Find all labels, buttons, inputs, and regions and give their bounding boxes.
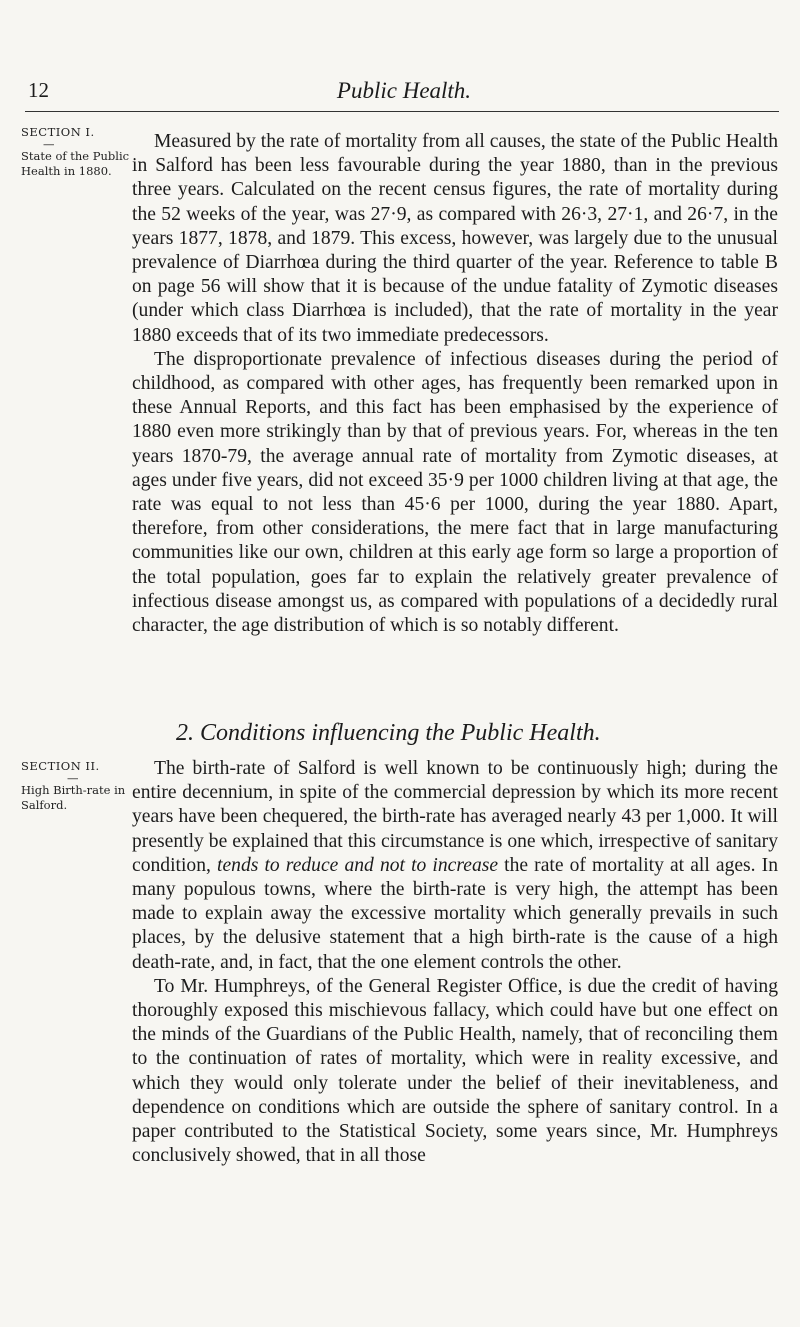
page-number: 12 — [28, 78, 49, 102]
section-1-dash: — — [43, 137, 55, 151]
paragraph-humphreys: To Mr. Humphreys, of the General Register Office, is due the credit of having thoroughly exposed this mischievous fallacy, which could have but one effect on the minds of the Guardians of the Public Health, namely, that of reconciling them to the continuation of rates of mortality, which were in reality excessive, and which they would only tolerate under the belief of their inevitableness, and dependence on conditions which are outside the sphere of sanitary control. In a paper contributed to the Statistical Society, some years since, Mr. Humphreys conclusively showed, that in all those — [132, 975, 778, 1167]
birth-rate-text-start: The birth-rate of Salford is well known to be continuously high; during the entire decennium, in spite of the commercial depression by which its more recent years have been chequered, the birth-rate has averaged nearly 43 per 1,000. It will presently be explained that this circumstance is one which, irrespective of sanitary condition, — [132, 758, 778, 876]
paragraph-birth-rate — [132, 757, 778, 975]
section-1-margin — [21, 125, 131, 179]
section-1-note: State of the Public Health in 1880. — [21, 149, 130, 178]
birth-rate-text-end: the rate of mortality at all ages. In many populous towns, where the birth-rate is very high, the attempt has been made to explain away the excessive mortality which generally prevails in such places, by the delusive statement that a high birth-rate is the cause of a high death-rate, and, in fact, that the one element controls the other. — [132, 854, 778, 973]
section-1-label: SECTION I. — [21, 125, 95, 139]
birth-rate-emphasis: tends to reduce and not to increase — [217, 854, 499, 876]
section-2-label: SECTION II. — [21, 759, 100, 773]
paragraph-mortality: Measured by the rate of mortality from all causes, the state of the Public Health in Salford has been less favourable during the year 1880, than in the previous three years. Calculated on the recent census figures, the rate of mortality during the 52 weeks of the year, was 27·9, as compared with 26·3, 27·1, and 26·7, in the years 1877, 1878, and 1879. This excess, however, was largely due to the unusual prevalence of Diarrhœa during the third quarter of the year. Reference to table B on page 56 will show that it is because of the undue fatality of Zymotic diseases (under which class Diarrhœa is included), that the rate of mortality in the year 1880 exceeds that of its two immediate predecessors. — [132, 131, 778, 346]
section-2-heading: 2. Conditions influencing the Public Health. — [176, 720, 601, 746]
paragraph-childhood: The disproportionate prevalence of infectious diseases during the period of childhood, as compared with other ages, has frequently been remarked upon in these Annual Reports, and this fact has been emphasised by the experience of 1880 even more strikingly than by that of previous years. For, whereas in the ten years 1870-79, the average annual rate of mortality from Zymotic diseases, at ages under five years, did not exceed 35·9 per 1000 children living at that age, the rate was equal to not less than 45·6 per 1000, during the year 1880. Apart, therefore, from other considerations, the mere fact that in large manufacturing communities like our own, children at this early age form so large a proportion of the total population, goes far to explain the relatively greater prevalence of infectious disease amongst us, as compared with populations of a decidedly rural character, the age distribution of which is so notably different. — [132, 348, 778, 637]
section-2-dash: — — [67, 771, 79, 785]
section-2-margin — [21, 759, 131, 813]
running-title: Public Health. — [336, 78, 472, 103]
page-header — [28, 78, 780, 108]
section-2-note: High Birth-rate in Salford. — [21, 783, 126, 812]
section-2-body — [132, 757, 778, 1168]
section-1-body — [132, 130, 778, 638]
header-rule — [25, 111, 779, 112]
